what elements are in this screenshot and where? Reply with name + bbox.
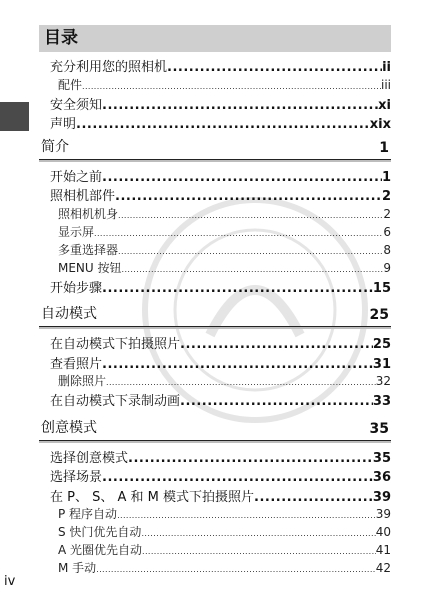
toc-leader-dots [102,170,382,185]
toc-entry-label: 选择创意模式 [50,450,129,466]
toc-entry-page: ii [382,60,391,75]
toc-entry-label: S 快门优先自动 [58,525,142,539]
toc-entry[interactable] [39,94,391,114]
toc-entry-page: 41 [375,543,391,557]
chapter-tab-marker [0,102,29,131]
section-title: 创意模式 [41,419,97,436]
toc-entry[interactable] [39,447,391,467]
toc-entry[interactable] [39,372,391,390]
section-header[interactable] [39,418,391,441]
toc-entry-label: 选择场景 [50,470,103,485]
toc-entry[interactable] [39,559,391,577]
toc-entry[interactable] [39,205,391,223]
toc-entry-page: xix [369,117,391,132]
toc-entry-label: 显示屏 [58,224,95,239]
toc-entry-page: 32 [375,374,391,388]
toc-entry[interactable] [39,486,391,506]
toc-leader-dots [117,511,376,520]
toc-entry-page: 39 [372,489,391,505]
toc-entry-page: 9 [383,260,391,275]
toc-leader-dots [167,60,382,75]
toc-entry-label: 删除照片 [58,374,107,388]
toc-leader-dots [94,229,383,238]
section-page: 1 [379,139,389,156]
page-number: iv [4,574,16,589]
toc-entry[interactable] [39,166,391,186]
toc-entry-page: 2 [381,189,391,204]
toc-entry-label: 开始步骤 [50,280,103,296]
toc-leader-dots [118,211,383,220]
section-header[interactable] [39,304,391,327]
toc-leader-dots [118,247,383,256]
toc-entry-label: P 程序自动 [58,507,118,521]
toc-leader-dots [102,281,373,296]
toc-entry-page: 1 [381,169,391,185]
toc-entry-page: 15 [372,280,391,296]
toc-entry-page: 42 [375,561,391,575]
toc-sections [39,137,391,578]
toc-entry-label: 多重选择器 [58,242,119,257]
toc-entry[interactable] [39,259,391,277]
toc-entry[interactable] [39,466,391,486]
toc-leader-dots [180,337,373,352]
toc-entry-page: 31 [372,356,391,372]
toc-entry-page: 40 [375,525,391,539]
toc-leader-dots [102,98,378,113]
section-page: 35 [369,420,389,437]
toc-leader-dots [254,490,373,505]
toc-entry-label: 查看照片 [50,356,103,372]
toc-leader-dots [180,394,373,409]
toc-entry-page: 33 [372,394,391,409]
toc-leader-dots [102,470,373,485]
toc-entry-page: 39 [375,507,391,521]
toc-entry-label: 配件 [58,77,83,92]
toc-entry[interactable] [39,113,391,133]
toc-leader-dots [96,565,376,574]
toc-leader-dots [142,547,376,556]
toc-entry-page: xi [378,97,391,113]
toc-leader-dots [122,265,384,274]
toc-entry-page: 2 [383,206,391,221]
front-matter-list [39,56,391,133]
toc-entry[interactable] [39,185,391,205]
toc-entry-label: 充分利用您的照相机 [50,60,168,75]
toc-entry[interactable] [39,353,391,373]
toc-entry[interactable] [39,505,391,523]
toc-leader-dots [141,529,375,538]
toc-entry-label: 照相机部件 [50,189,116,204]
toc-leader-dots [82,82,381,91]
toc-entry[interactable] [39,277,391,297]
toc-leader-dots [128,451,373,466]
toc-entry[interactable] [39,390,391,410]
toc-entry-label: 安全须知 [50,97,103,113]
toc-leader-dots [76,117,370,132]
section-title: 简介 [41,138,69,155]
toc-entry[interactable] [39,333,391,353]
section-title: 自动模式 [41,306,97,322]
toc-leader-dots [106,378,376,387]
toc-entry-label: A 光圈优先自动 [58,543,143,557]
toc-entry-page: iii [380,77,391,92]
toc-entry-label: 在自动模式下录制动画 [50,394,181,409]
toc-leader-dots [102,357,373,372]
toc-entry-label: 在自动模式下拍摄照片 [50,337,181,352]
toc-title: 目录 [39,25,391,52]
toc-entry-label: 开始之前 [50,169,103,185]
toc-entry[interactable] [39,241,391,259]
toc-entry[interactable] [39,223,391,241]
toc-entry[interactable] [39,76,391,94]
toc-entry-label: 声明 [50,117,77,132]
toc-entry-page: 25 [372,337,391,352]
section-header[interactable] [39,137,391,160]
toc-entry-page: 8 [383,242,391,257]
toc-entry-label: 照相机机身 [58,206,119,221]
toc-entry-label: MENU 按钮 [58,260,122,275]
toc-entry-page: 36 [372,470,391,485]
toc-entry-page: 35 [372,450,391,466]
toc [39,25,391,577]
toc-leader-dots [115,189,382,204]
toc-entry[interactable] [39,56,391,76]
toc-entry[interactable] [39,541,391,559]
toc-entry-label: 在 P、 S、 A 和 M 模式下拍摄照片 [50,489,254,505]
toc-entry-label: M 手动 [58,561,97,575]
toc-entry-page: 6 [383,224,391,239]
toc-entry[interactable] [39,523,391,541]
section-page: 25 [369,307,389,323]
